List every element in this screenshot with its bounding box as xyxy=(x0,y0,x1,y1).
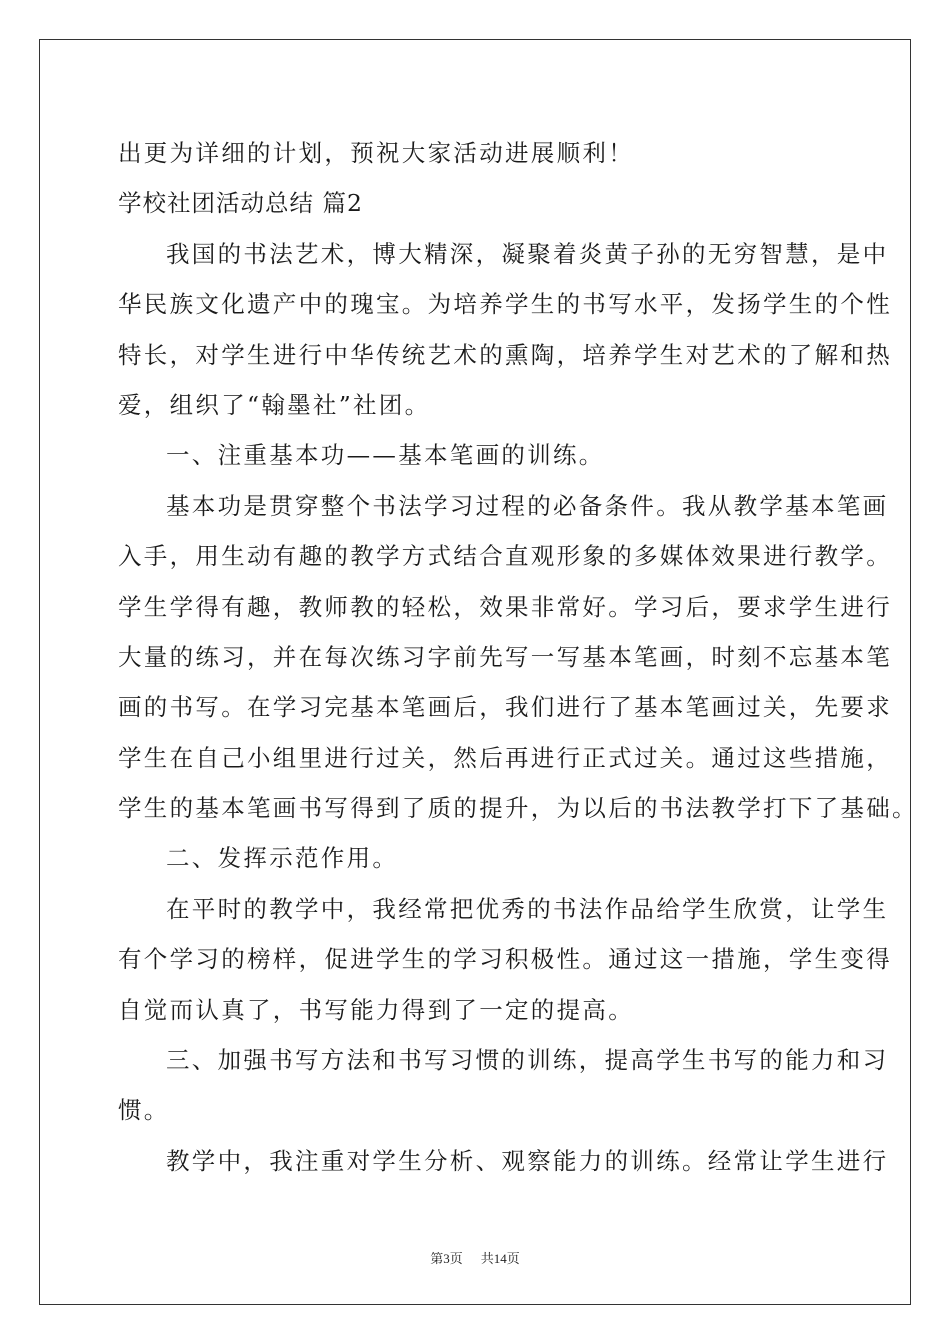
subheading-line: 三、加强书写方法和书写习惯的训练，提高学生书写的能力和习 xyxy=(166,1046,889,1075)
text-line: 出更为详细的计划，预祝大家活动进展顺利！ xyxy=(118,139,634,167)
text-line: 学生在自己小组里进行过关，然后再进行正式过关。通过这些措施， xyxy=(118,743,892,772)
subheading-line: 一、注重基本功——基本笔画的训练。 xyxy=(166,441,605,470)
text-line: 学生的基本笔画书写得到了质的提升，为以后的书法教学打下了基础。 xyxy=(118,794,918,823)
document-body xyxy=(118,128,918,1186)
text-line: 有个学习的榜样，促进学生的学习积极性。通过这一措施，学生变得 xyxy=(118,945,892,974)
text-line: 自觉而认真了，书写能力得到了一定的提高。 xyxy=(118,995,634,1024)
text-line: 学生学得有趣，教师教的轻松，效果非常好。学习后，要求学生进行 xyxy=(118,592,892,621)
page-footer xyxy=(0,1248,950,1267)
text-line: 在平时的教学中，我经常把优秀的书法作品给学生欣赏，让学生 xyxy=(166,894,889,923)
text-line: 惯。 xyxy=(118,1096,170,1125)
page-number: 第3页 xyxy=(430,1251,463,1266)
subheading-line: 二、发挥示范作用。 xyxy=(166,844,399,873)
page-total: 共14页 xyxy=(480,1251,520,1266)
text-line: 画的书写。在学习完基本笔画后，我们进行了基本笔画过关，先要求 xyxy=(118,693,892,722)
text-line: 特长，对学生进行中华传统艺术的熏陶，培养学生对艺术的了解和热 xyxy=(118,340,892,369)
text-line: 爱，组织了“翰墨社”社团。 xyxy=(118,390,431,419)
text-line: 大量的练习，并在每次练习字前先写一写基本笔画，时刻不忘基本笔 xyxy=(118,642,892,671)
section-heading: 学校社团活动总结 篇2 xyxy=(118,189,363,218)
text-line: 基本功是贯穿整个书法学习过程的必备条件。我从教学基本笔画 xyxy=(166,491,889,520)
text-line: 入手，用生动有趣的教学方式结合直观形象的多媒体效果进行教学。 xyxy=(118,542,892,571)
text-line: 我国的书法艺术，博大精深，凝聚着炎黄子孙的无穷智慧，是中 xyxy=(166,239,889,268)
text-line: 教学中，我注重对学生分析、观察能力的训练。经常让学生进行 xyxy=(166,1146,889,1175)
text-line: 华民族文化遗产中的瑰宝。为培养学生的书写水平，发扬学生的个性 xyxy=(118,290,892,319)
